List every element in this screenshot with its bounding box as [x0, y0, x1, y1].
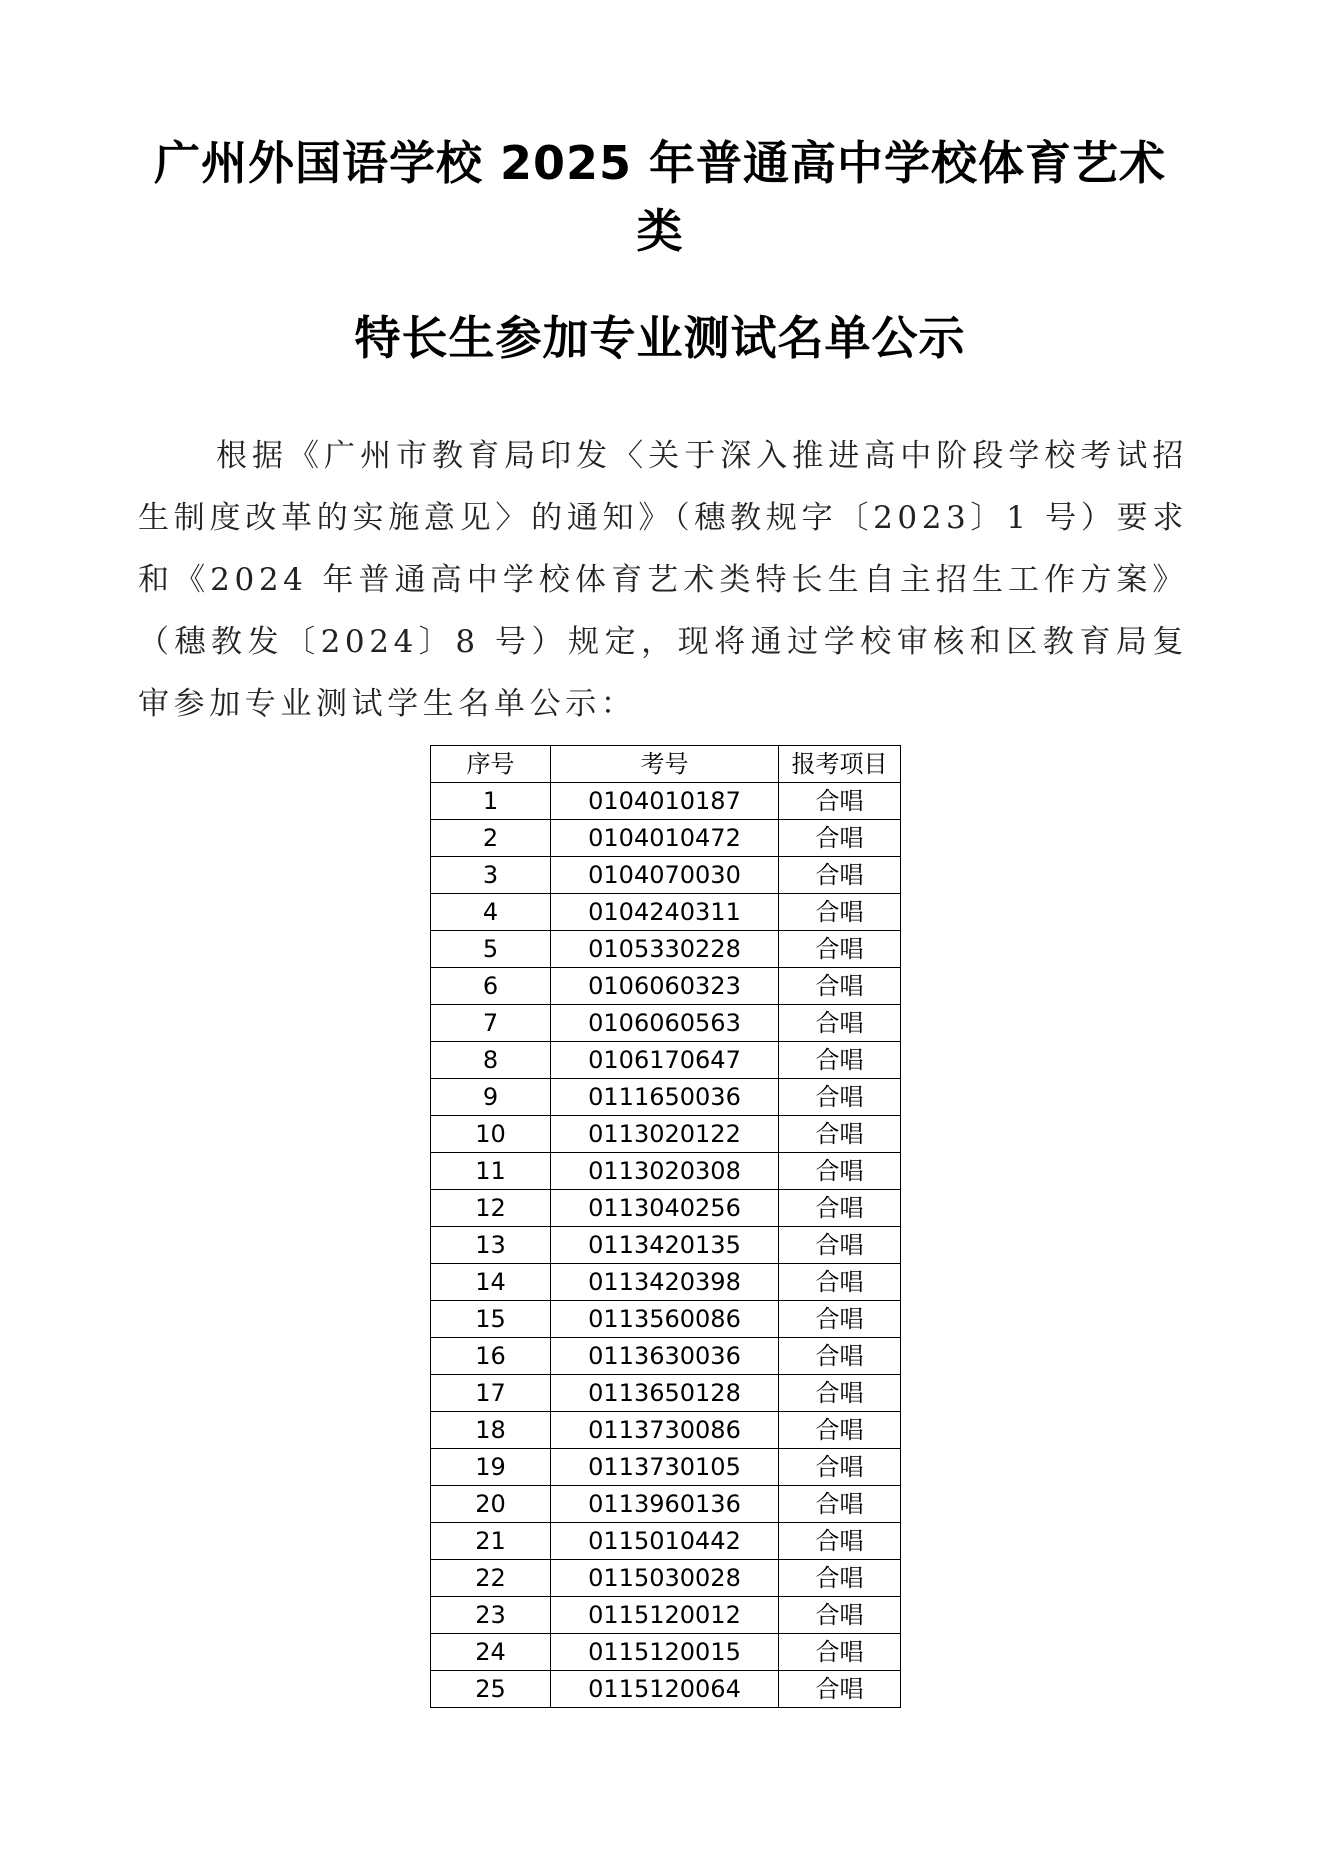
cell-exam-number: 0104240311: [551, 894, 779, 931]
cell-exam-number: 0113020122: [551, 1116, 779, 1153]
cell-index: 22: [431, 1560, 551, 1597]
cell-program: 合唱: [779, 894, 901, 931]
cell-index: 6: [431, 968, 551, 1005]
table-row: [431, 1634, 901, 1671]
cell-program: 合唱: [779, 820, 901, 857]
cell-index: 1: [431, 783, 551, 820]
table-row: [431, 1005, 901, 1042]
cell-program: 合唱: [779, 968, 901, 1005]
document-title-line3: 特长生参加专业测试名单公示: [354, 311, 966, 365]
header-cell-exam-number: 考号: [551, 746, 779, 783]
cell-program: 合唱: [779, 931, 901, 968]
table-row: [431, 1449, 901, 1486]
cell-index: 24: [431, 1634, 551, 1671]
cell-program: 合唱: [779, 1412, 901, 1449]
cell-exam-number: 0104010472: [551, 820, 779, 857]
cell-exam-number: 0113420398: [551, 1264, 779, 1301]
cell-exam-number: 0106060563: [551, 1005, 779, 1042]
cell-exam-number: 0105330228: [551, 931, 779, 968]
cell-program: 合唱: [779, 857, 901, 894]
cell-index: 11: [431, 1153, 551, 1190]
cell-exam-number: 0104010187: [551, 783, 779, 820]
cell-exam-number: 0115120015: [551, 1634, 779, 1671]
cell-program: 合唱: [779, 1190, 901, 1227]
cell-exam-number: 0113960136: [551, 1486, 779, 1523]
cell-index: 16: [431, 1338, 551, 1375]
header-cell-index: 序号: [431, 746, 551, 783]
table-row: [431, 1301, 901, 1338]
cell-index: 3: [431, 857, 551, 894]
cell-exam-number: 0113630036: [551, 1338, 779, 1375]
cell-exam-number: 0113040256: [551, 1190, 779, 1227]
cell-index: 10: [431, 1116, 551, 1153]
table-row: [431, 1523, 901, 1560]
cell-index: 23: [431, 1597, 551, 1634]
cell-program: 合唱: [779, 1227, 901, 1264]
cell-exam-number: 0111650036: [551, 1079, 779, 1116]
cell-exam-number: 0115120064: [551, 1671, 779, 1708]
cell-program: 合唱: [779, 1116, 901, 1153]
table-row: [431, 1264, 901, 1301]
cell-program: 合唱: [779, 1597, 901, 1634]
cell-index: 15: [431, 1301, 551, 1338]
table-row: [431, 1153, 901, 1190]
cell-exam-number: 0113730086: [551, 1412, 779, 1449]
table-row: [431, 894, 901, 931]
document-title-line1: 广州外国语学校 2025 年普通高中学校体育艺术: [153, 136, 1167, 190]
table-row: [431, 1671, 901, 1708]
document-title-line2: 类: [636, 204, 684, 258]
table-row: [431, 1116, 901, 1153]
candidate-table: [430, 745, 901, 1708]
cell-exam-number: 0113650128: [551, 1375, 779, 1412]
cell-program: 合唱: [779, 1449, 901, 1486]
cell-program: 合唱: [779, 1338, 901, 1375]
cell-program: 合唱: [779, 783, 901, 820]
cell-program: 合唱: [779, 1079, 901, 1116]
cell-program: 合唱: [779, 1486, 901, 1523]
cell-program: 合唱: [779, 1671, 901, 1708]
cell-index: 20: [431, 1486, 551, 1523]
cell-index: 19: [431, 1449, 551, 1486]
cell-program: 合唱: [779, 1523, 901, 1560]
table-row: [431, 857, 901, 894]
table-row: [431, 783, 901, 820]
cell-index: 13: [431, 1227, 551, 1264]
cell-index: 7: [431, 1005, 551, 1042]
table-row: [431, 820, 901, 857]
cell-index: 14: [431, 1264, 551, 1301]
cell-exam-number: 0115030028: [551, 1560, 779, 1597]
cell-exam-number: 0113020308: [551, 1153, 779, 1190]
cell-index: 9: [431, 1079, 551, 1116]
cell-exam-number: 0106060323: [551, 968, 779, 1005]
cell-exam-number: 0113730105: [551, 1449, 779, 1486]
table-row: [431, 931, 901, 968]
cell-index: 4: [431, 894, 551, 931]
table-row: [431, 1560, 901, 1597]
table-row: [431, 1597, 901, 1634]
cell-program: 合唱: [779, 1375, 901, 1412]
header-cell-program: 报考项目: [779, 746, 901, 783]
cell-index: 2: [431, 820, 551, 857]
cell-index: 25: [431, 1671, 551, 1708]
cell-program: 合唱: [779, 1264, 901, 1301]
cell-index: 8: [431, 1042, 551, 1079]
cell-program: 合唱: [779, 1634, 901, 1671]
announcement-paragraph: 根据《广州市教育局印发〈关于深入推进高中阶段学校考试招生制度改革的实施意见〉的通知》（穗教规字〔2023〕1 号）要求和《2024 年普通高中学校体育艺术类特长生自主招生工作方案》（穗教发〔2024〕8 号）规定，现将通过学校审核和区教育局复审参加专业测试学生名单公示：: [138, 438, 1188, 722]
cell-exam-number: 0113420135: [551, 1227, 779, 1264]
table-row: [431, 1486, 901, 1523]
table-row: [431, 968, 901, 1005]
cell-exam-number: 0115120012: [551, 1597, 779, 1634]
table-row: [431, 1079, 901, 1116]
cell-program: 合唱: [779, 1042, 901, 1079]
table-body: [431, 783, 901, 1708]
table-row: [431, 1338, 901, 1375]
cell-exam-number: 0106170647: [551, 1042, 779, 1079]
cell-program: 合唱: [779, 1301, 901, 1338]
table-row: [431, 1042, 901, 1079]
cell-program: 合唱: [779, 1560, 901, 1597]
cell-index: 5: [431, 931, 551, 968]
cell-index: 21: [431, 1523, 551, 1560]
cell-index: 18: [431, 1412, 551, 1449]
table-header-row: [431, 746, 901, 783]
cell-exam-number: 0115010442: [551, 1523, 779, 1560]
cell-exam-number: 0104070030: [551, 857, 779, 894]
table-row: [431, 1412, 901, 1449]
cell-program: 合唱: [779, 1005, 901, 1042]
cell-index: 12: [431, 1190, 551, 1227]
cell-exam-number: 0113560086: [551, 1301, 779, 1338]
table-row: [431, 1375, 901, 1412]
table-row: [431, 1190, 901, 1227]
cell-program: 合唱: [779, 1153, 901, 1190]
cell-index: 17: [431, 1375, 551, 1412]
table-row: [431, 1227, 901, 1264]
